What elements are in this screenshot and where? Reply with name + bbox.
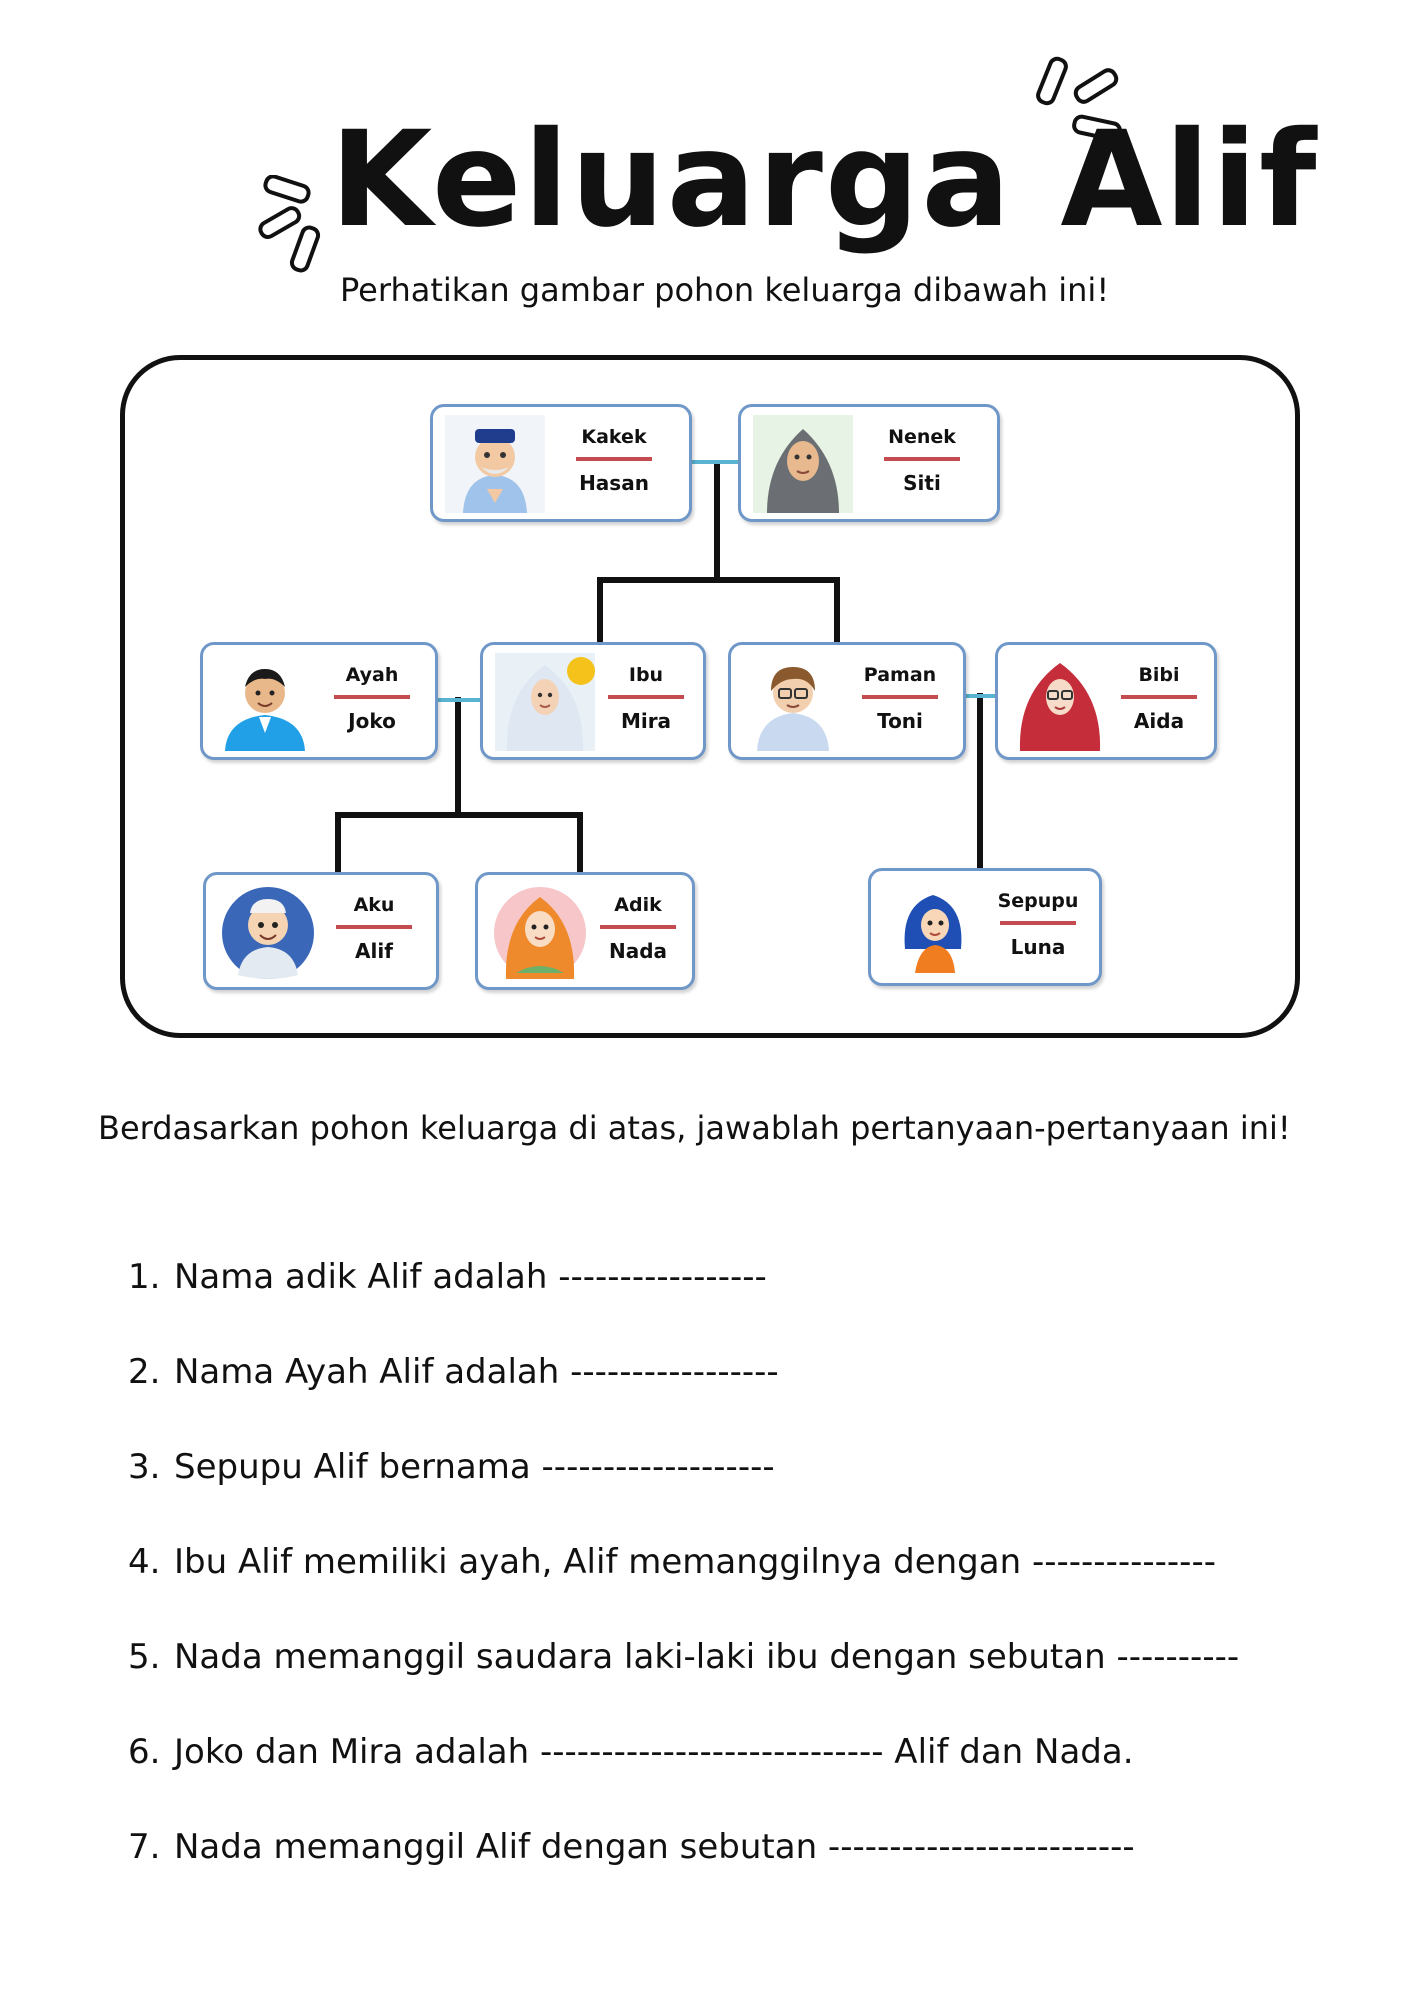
member-role: Kakek <box>581 426 647 448</box>
question-text: Nama adik Alif adalah ----------------- <box>174 1257 767 1297</box>
question-item <box>128 1627 1348 1722</box>
member-card-paman <box>728 642 966 760</box>
member-role: Ayah <box>345 664 399 686</box>
member-card-kakek <box>430 404 692 522</box>
member-name: Aida <box>1133 709 1185 733</box>
role-underline <box>334 695 410 699</box>
question-number: 2. <box>128 1352 161 1392</box>
question-number: 7. <box>128 1827 161 1867</box>
question-number: 4. <box>128 1542 161 1582</box>
question-item <box>128 1722 1348 1817</box>
role-underline <box>1121 695 1197 699</box>
role-underline <box>600 925 676 929</box>
question-number: 3. <box>128 1447 161 1487</box>
question-item <box>128 1817 1348 1912</box>
question-item <box>128 1437 1348 1532</box>
sister-portrait-icon <box>490 883 590 981</box>
member-role: Nenek <box>888 426 956 448</box>
question-text: Joko dan Mira adalah ---------------------------- Alif dan Nada. <box>174 1732 1134 1772</box>
member-card-ibu <box>480 642 706 760</box>
father-portrait-icon <box>215 653 315 751</box>
grandmother-portrait-icon <box>753 415 853 513</box>
member-name: Toni <box>877 709 923 733</box>
uncle-portrait-icon <box>743 653 843 751</box>
member-card-adik <box>475 872 695 990</box>
question-text: Nama Ayah Alif adalah ----------------- <box>174 1352 779 1392</box>
instruction-text: Berdasarkan pohon keluarga di atas, jawablah pertanyaan-pertanyaan ini! <box>98 1109 1291 1147</box>
question-item <box>128 1342 1348 1437</box>
member-card-aku <box>203 872 439 990</box>
question-item <box>128 1532 1348 1627</box>
role-underline <box>862 695 938 699</box>
member-name: Hasan <box>579 471 649 495</box>
member-name: Nada <box>608 939 668 963</box>
question-number: 1. <box>128 1257 161 1297</box>
aunt-portrait-icon <box>1010 653 1110 751</box>
member-role: Ibu <box>628 664 664 686</box>
page-title: Keluarga Alif <box>330 103 1319 257</box>
question-text: Nada memanggil Alif dengan sebutan ------------------------- <box>174 1827 1135 1867</box>
member-role: Sepupu <box>997 890 1079 912</box>
role-underline <box>1000 921 1076 925</box>
question-item <box>128 1247 1348 1342</box>
member-name: Joko <box>348 709 396 733</box>
question-list <box>128 1247 1348 1912</box>
member-name: Mira <box>620 709 672 733</box>
cousin-portrait-icon <box>883 879 983 977</box>
member-role: Paman <box>863 664 937 686</box>
question-text: Sepupu Alif bernama ------------------- <box>174 1447 775 1487</box>
role-underline <box>336 925 412 929</box>
grandfather-portrait-icon <box>445 415 545 513</box>
member-role: Bibi <box>1138 664 1180 686</box>
question-text: Ibu Alif memiliki ayah, Alif memanggilnya dengan --------------- <box>174 1542 1216 1582</box>
member-name: Luna <box>1010 935 1066 959</box>
question-text: Nada memanggil saudara laki-laki ibu dengan sebutan ---------- <box>174 1637 1240 1677</box>
alif-portrait-icon <box>218 883 318 981</box>
member-card-nenek <box>738 404 1000 522</box>
mother-portrait-icon <box>495 653 595 751</box>
role-underline <box>608 695 684 699</box>
member-name: Siti <box>903 471 941 495</box>
member-card-ayah <box>200 642 438 760</box>
role-underline <box>576 457 652 461</box>
member-name: Alif <box>355 939 393 963</box>
question-number: 5. <box>128 1637 161 1677</box>
subtitle: Perhatikan gambar pohon keluarga dibawah ini! <box>340 271 1110 309</box>
role-underline <box>884 457 960 461</box>
member-card-sepupu <box>868 868 1102 986</box>
question-number: 6. <box>128 1732 161 1772</box>
member-role: Adik <box>614 894 662 916</box>
member-card-bibi <box>995 642 1217 760</box>
member-role: Aku <box>353 894 395 916</box>
